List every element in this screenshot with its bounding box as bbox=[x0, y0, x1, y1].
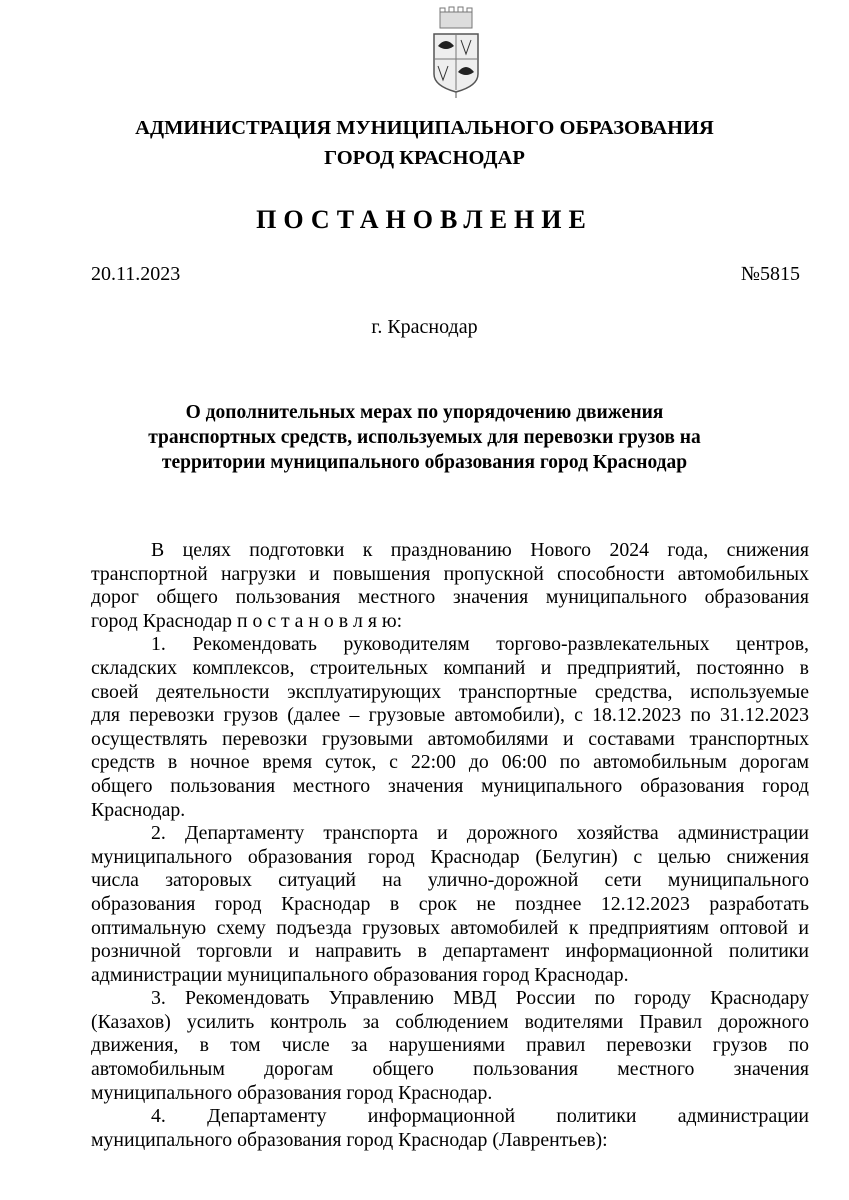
subject-line: территории муниципального образования город Краснодар bbox=[161, 452, 688, 473]
paragraph-line: город Краснодар п о с т а н о в л я ю: bbox=[91, 609, 403, 632]
paragraph-line: розничной торговли и направить в департамент информационной политики bbox=[91, 940, 809, 963]
paragraph bbox=[91, 987, 809, 1105]
paragraph-line: Краснодар. bbox=[91, 798, 186, 821]
document-type-title: ПОСТАНОВЛЕНИЕ bbox=[256, 205, 593, 234]
subject-line: О дополнительных мерах по упорядочению движения bbox=[185, 402, 664, 423]
paragraph bbox=[91, 1105, 809, 1152]
paragraph-line: для перевозки грузов (далее – грузовые автомобили), с 18.12.2023 по 31.12.2023 bbox=[91, 704, 809, 727]
organization-name-line1: АДМИНИСТРАЦИЯ МУНИЦИПАЛЬНОГО ОБРАЗОВАНИЯ bbox=[135, 117, 714, 139]
paragraph-line: своей деятельности эксплуатирующих транспортные средства, используемые bbox=[91, 680, 809, 703]
paragraph-line: осуществлять перевозки грузовыми автомобилями и составами транспортных bbox=[91, 727, 809, 750]
document-body bbox=[91, 539, 809, 1152]
paragraph-line: оптимальную схему подъезда грузовых автомобилей к предприятиям оптовой и bbox=[91, 916, 809, 939]
document-subject bbox=[0, 400, 849, 475]
paragraph-line: общего пользования местного значения муниципального образования город bbox=[91, 774, 809, 797]
paragraph-line: В целях подготовки к празднованию Нового 2024 года, снижения bbox=[151, 539, 809, 561]
document-city: г. Краснодар bbox=[371, 316, 478, 338]
paragraph-line: 1. Рекомендовать руководителям торгово-развлекательных центров, bbox=[151, 633, 809, 656]
paragraph bbox=[91, 633, 809, 822]
paragraph-line: 2. Департаменту транспорта и дорожного хозяйства администрации bbox=[151, 822, 809, 845]
paragraph-line: 4. Департаменту информационной политики администрации bbox=[151, 1105, 809, 1128]
paragraph-line: муниципального образования город Краснодар. bbox=[91, 1081, 493, 1104]
document-date: 20.11.2023 bbox=[91, 263, 181, 285]
paragraph-line: числа заторовых ситуаций на улично-дорожной сети муниципального bbox=[91, 869, 809, 892]
paragraph-line: дорог общего пользования местного значения муниципального образования bbox=[91, 586, 809, 609]
paragraph-line: складских комплексов, строительных компаний и предприятий, постоянно в bbox=[91, 656, 809, 679]
document-number: №5815 bbox=[740, 263, 800, 285]
paragraph-line: движения, в том числе за нарушениями правил перевозки грузов по bbox=[91, 1034, 809, 1057]
paragraph-line: муниципального образования город Краснодар (Лаврентьев): bbox=[91, 1128, 608, 1151]
paragraph-line: администрации муниципального образования город Краснодар. bbox=[91, 963, 629, 986]
paragraph-line: транспортной нагрузки и повышения пропускной способности автомобильных bbox=[91, 562, 809, 585]
paragraph-line: средств в ночное время суток, с 22:00 до 06:00 по автомобильным дорогам bbox=[91, 751, 809, 774]
paragraph-line: автомобильным дорогам общего пользования местного значения bbox=[91, 1058, 809, 1081]
subject-line: транспортных средств, используемых для перевозки грузов на bbox=[148, 427, 701, 448]
organization-name-line2: ГОРОД КРАСНОДАР bbox=[324, 147, 525, 169]
paragraph bbox=[91, 822, 809, 987]
paragraph-line: (Казахов) усилить контроль за соблюдением водителями Правил дорожного bbox=[91, 1010, 809, 1033]
paragraph-line: образования город Краснодар в срок не позднее 12.12.2023 разработать bbox=[91, 892, 809, 915]
paragraph bbox=[91, 539, 809, 633]
paragraph-line: 3. Рекомендовать Управлению МВД России по городу Краснодару bbox=[151, 987, 809, 1010]
coat-of-arms-emblem bbox=[428, 6, 484, 98]
paragraph-line: муниципального образования город Краснодар (Белугин) с целью снижения bbox=[91, 845, 809, 868]
